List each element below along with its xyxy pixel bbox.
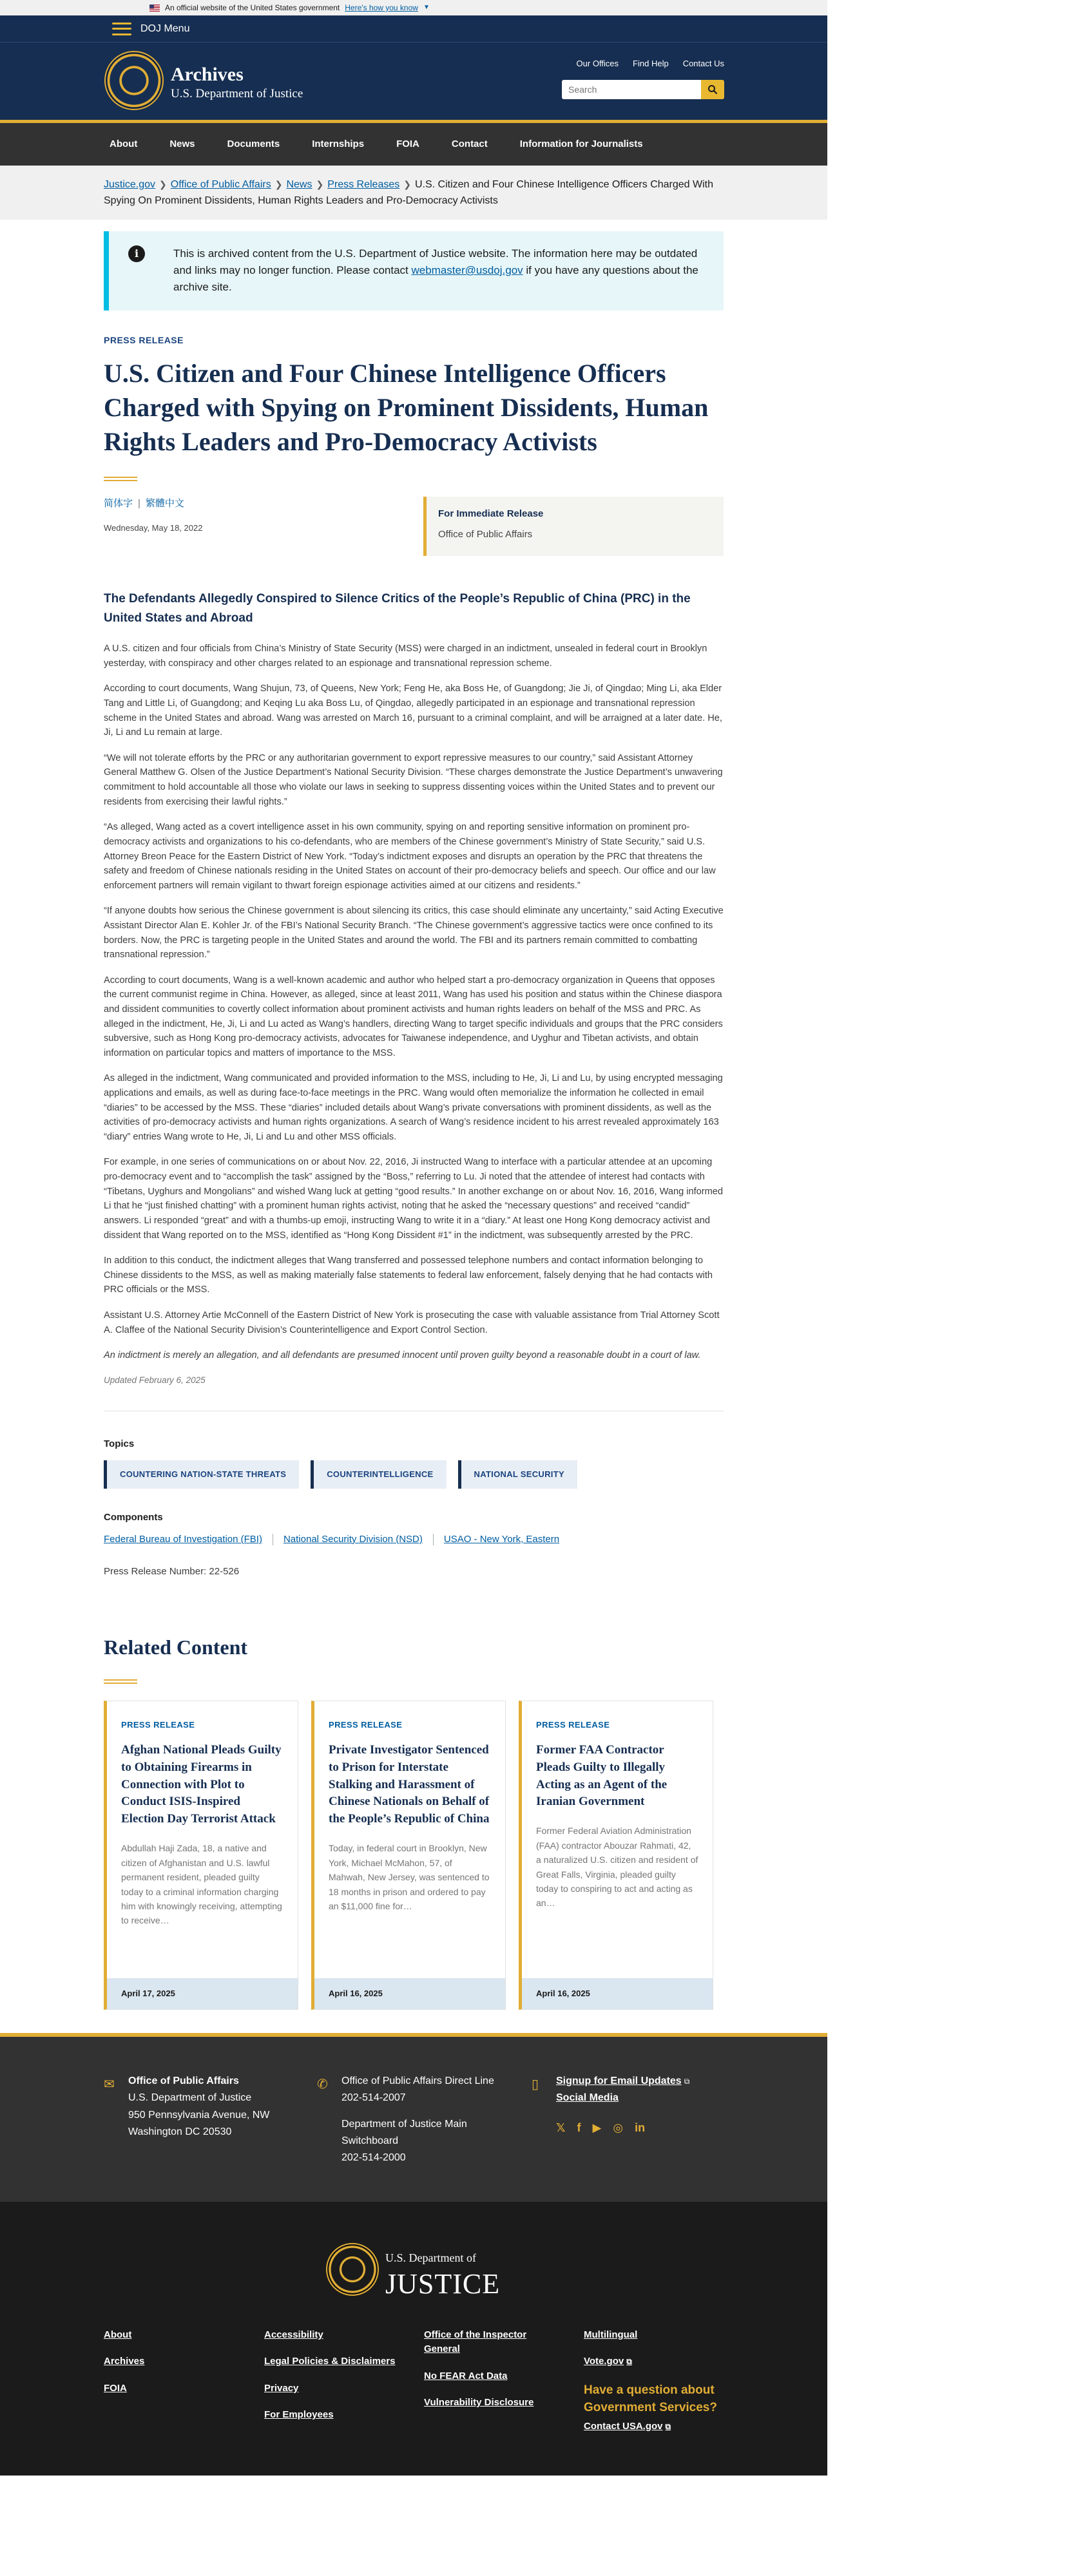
footer-col-4 — [584, 2328, 732, 2447]
nav-internships[interactable]: Internships — [312, 138, 365, 150]
components-list — [104, 1532, 724, 1547]
release-label: For Immediate Release — [438, 508, 544, 520]
breadcrumb-justice-gov[interactable]: Justice.gov — [104, 179, 156, 190]
contact-social — [532, 2073, 690, 2137]
email-updates-link[interactable]: Signup for Email Updates — [556, 2075, 682, 2086]
contact-usa-gov-link[interactable]: Contact USA.gov — [584, 2420, 663, 2432]
direct-line-label: Office of Public Affairs Direct Line — [341, 2075, 494, 2086]
article-paragraph: A U.S. citizen and four officials from China’s Ministry of State Security (MSS) were charged in an indictment, unsealed in federal court in Brooklyn yesterday, with conspiracy and other charges related to an espionage and transnational repression scheme. — [104, 644, 707, 669]
nav-about[interactable]: About — [110, 138, 138, 150]
footer-link-foia[interactable]: FOIA — [104, 2382, 127, 2394]
mobile-icon: ▯ — [532, 2077, 539, 2092]
chevron-down-icon: ▼ — [423, 4, 430, 11]
article-kicker: PRESS RELEASE — [104, 334, 184, 345]
related-cards — [104, 1701, 724, 2010]
contact-phones — [317, 2073, 494, 2167]
topics-label: Topics — [104, 1438, 135, 1450]
article-paragraph: “If anyone doubts how serious the Chinese government is about silencing its critics, this case should eliminate any uncertainty,” said Acting Executive Assistant Director Alan E. Kohler Jr. of the FBI’s National Security Branch. “The Chinese government’s aggressive tactics were once confined to its borders. Now, the PRC is targeting people in the United States and around the world. The FBI and its partners remain committed to combatting transnational repression.” — [104, 906, 724, 960]
card-title[interactable]: Private Investigator Sentenced to Prison for Interstate Stalking and Harassment of Chinese Nationals on Behalf of the People’s Republic of China — [329, 1742, 490, 1826]
youtube-icon[interactable]: ▶ — [592, 2121, 602, 2134]
gov-banner — [0, 0, 827, 15]
contact-footer — [0, 2033, 827, 2202]
search-button[interactable] — [701, 80, 724, 99]
article-disclaimer: An indictment is merely an allegation, and all defendants are presumed innocent until proven guilty beyond a reasonable doubt in a court of law. — [104, 1350, 701, 1361]
card-title[interactable]: Afghan National Pleads Guilty to Obtaining Firearms in Connection with Plot to Conduct ISIS-Inspired Election Day Terrorist Attack — [121, 1742, 282, 1826]
main-line-label: Department of Justice Main — [341, 2118, 467, 2130]
article-paragraph: According to court documents, Wang is a well-known academic and author who helped start a pro-democracy organization in Queens that opposes the current communist regime in China. However, as alleged, since at least 2011, Wang has used his position and status within the Chinese diaspora and dissident communities to covertly collect information about prominent activists and human rights leaders on behalf of the MSS and PRC. As alleged in the indictment, He, Ji, Li and Lu acted as Wang’s handlers, directing Wang to target specific individuals and groups that the PRC considers subversive, such as Hong Kong pro-democracy activists, advocates for Taiwanese independence, and Uyghur and Tibetan activists, and obtain information on particular topics and matters of importance to the MSS. — [104, 975, 723, 1058]
release-info-box — [423, 497, 724, 556]
card-title[interactable]: Former FAA Contractor Pleads Guilty to Illegally Acting as an Agent of the Iranian Government — [536, 1742, 668, 1809]
topic-countering-nation-state-threats[interactable]: COUNTERING NATION-STATE THREATS — [104, 1460, 299, 1489]
footer-link-about[interactable]: About — [104, 2329, 132, 2340]
main-line-phone[interactable]: 202-514-2000 — [341, 2152, 406, 2164]
component-nsd-link[interactable]: National Security Division (NSD) — [283, 1533, 423, 1545]
alert-text-after: if you have any questions about the archive site. — [173, 263, 698, 294]
article-paragraph: According to court documents, Wang Shujun, 73, of Queens, New York; Feng He, aka Boss He, of Guangdong; Jie Ji, of Qingdao; Ming Li, aka Elder Tang and Little Li, of Guangdong; and Keqing Lu aka Boss Lu, of Qingdao, allegedly participated in an espionage and transnational repression scheme in the United States and abroad. Wang was arrested on March 16, pursuant to a criminal complaint, and will be arraigned at a later date. He, Ji, Li and Lu remain at large. — [104, 683, 722, 738]
footer-col-3 — [424, 2328, 559, 2423]
card-date: April 17, 2025 — [107, 1978, 298, 2009]
address-line: 950 Pennsylvania Avenue, NW — [128, 2109, 270, 2121]
linkedin-icon[interactable]: in — [635, 2121, 646, 2134]
lang-traditional-link[interactable]: 繁體中文 — [145, 498, 184, 510]
footer-col-1 — [104, 2328, 144, 2409]
us-flag-icon — [149, 5, 160, 12]
direct-line-phone[interactable]: 202-514-2007 — [341, 2092, 406, 2104]
search-icon — [707, 84, 718, 95]
footer-brand-big: JUSTICE — [385, 2267, 501, 2300]
card-description: Former Federal Aviation Administration (FAA) contractor Abouzar Rahmati, 42, a naturalized U.S. citizen and resident of Great Falls, Virginia, pleaded guilty today to conspiring to act and acting as an… — [536, 1826, 698, 1909]
related-card[interactable] — [104, 1701, 298, 2010]
footer-link-privacy[interactable]: Privacy — [264, 2382, 299, 2394]
mail-icon: ✉ — [104, 2077, 115, 2092]
nav-news[interactable]: News — [169, 138, 195, 150]
card-description: Abdullah Haji Zada, 18, a native and citizen of Afghanistan and U.S. lawful permanent resident, pleaded guilty today to a criminal information charging him with knowingly receiving, attempting to receive… — [121, 1843, 282, 1926]
info-icon: i — [128, 245, 145, 262]
external-link-icon: ⧉ — [626, 2357, 632, 2367]
facebook-icon[interactable]: f — [577, 2121, 581, 2134]
breadcrumb — [0, 166, 827, 220]
components-label: Components — [104, 1512, 163, 1523]
press-release-number: Press Release Number: 22-526 — [104, 1565, 240, 1577]
lang-simplified-link[interactable]: 简体字 — [104, 498, 133, 510]
release-office: Office of Public Affairs — [438, 529, 533, 540]
footer-link-archives[interactable]: Archives — [104, 2356, 145, 2367]
related-card[interactable] — [311, 1701, 506, 2010]
footer-link-inspector-general[interactable]: Office of the Inspector General — [424, 2329, 527, 2355]
nav-information-for-journalists[interactable]: Information for Journalists — [519, 138, 643, 150]
component-usao-link[interactable]: USAO - New York, Eastern — [443, 1533, 560, 1545]
card-kicker: PRESS RELEASE — [329, 1719, 403, 1730]
breadcrumb-current: U.S. Citizen and Four Chinese Intelligence Officers Charged With Spying On Prominent Dissidents, Human Rights Leaders and Pro-Democracy Activists — [104, 179, 714, 206]
article-meta — [104, 497, 724, 556]
doj-menu-button[interactable] — [0, 15, 827, 43]
card-date: April 16, 2025 — [314, 1978, 505, 2009]
topic-counterintelligence[interactable]: COUNTERINTELLIGENCE — [311, 1460, 446, 1489]
article-paragraph: As alleged in the indictment, Wang communicated and provided information to the MSS, including to He, Ji, Li and Lu, by using encrypted messaging applications and emails, as well as during face-to-face meetings in the PRC. Wang would often memorialize the information he collected in email “diaries” to be accessed by the MSS. These “diaries” included details about Wang’s private conversations with prominent dissidents, as well as the activities of pro-democracy activists and human rights organizations. A search of Wang’s residence incident to his arrest revealed approximately 163 “diary” entries Wang wrote to He, Ji, Li and Lu and other MSS officials. — [104, 1073, 723, 1142]
doj-seal-logo[interactable] — [104, 51, 164, 110]
card-description: Today, in federal court in Brooklyn, New York, Michael McMahon, 57, of Mahwah, New Jersey, was sentenced to 18 months in prison and ordered to pay an $11,000 fine for… — [329, 1843, 490, 1911]
alert-text-before: This is archived content from the U.S. Department of Justice website. The information here may be outdated and links may no longer function. Please contact — [173, 247, 698, 276]
nav-contact[interactable]: Contact — [451, 138, 488, 150]
card-kicker: PRESS RELEASE — [536, 1719, 610, 1730]
site-header — [0, 43, 827, 120]
footer-link-no-fear-act[interactable]: No FEAR Act Data — [424, 2370, 508, 2381]
gov-banner-text: An official website of the United States government — [165, 3, 340, 12]
site-footer — [0, 2202, 827, 2476]
chevron-right-icon: ❯ — [274, 179, 283, 189]
article-date: Wednesday, May 18, 2022 — [104, 523, 203, 533]
contact-office — [104, 2073, 270, 2141]
article-paragraph: Assistant U.S. Attorney Artie McConnell of the Eastern District of New York is prosecuting the case with valuable assistance from Trial Attorney Scott A. Claffee of the National Security Division’s Counterintelligence and Export Control Section. — [104, 1310, 720, 1335]
related-content-title: Related Content — [104, 1636, 248, 1659]
x-icon[interactable]: 𝕏 — [556, 2121, 566, 2134]
main-line-label-2: Switchboard — [341, 2135, 399, 2146]
doj-menu-label: DOJ Menu — [140, 23, 190, 34]
chevron-right-icon: ❯ — [159, 179, 167, 189]
card-kicker: PRESS RELEASE — [121, 1719, 195, 1730]
chevron-right-icon: ❯ — [403, 179, 411, 189]
footer-link-legal-policies[interactable]: Legal Policies & Disclaimers — [264, 2356, 396, 2367]
topic-national-security[interactable]: NATIONAL SECURITY — [458, 1460, 577, 1489]
article-body — [104, 642, 724, 1363]
hamburger-icon — [112, 23, 131, 35]
social-media-link[interactable]: Social Media — [556, 2092, 619, 2104]
article-paragraph: In addition to this conduct, the indictment alleges that Wang transferred and possessed telephone numbers and contact information belonging to Chinese dissidents to the MSS, as well as making materially false statements to federal law enforcement, falsely denying that he had contacts with PRC officials or the MSS. — [104, 1255, 713, 1295]
article-paragraph: For example, in one series of communications on or about Nov. 22, 2016, Ji instructed Wang to interface with a particular attendee at an upcoming pro-democracy event and to “accomplish the task” assigned by the “Boss,” referring to Lu. Ji noted that the attendee of interest had contacts with “Tibetans, Uyghurs and Mongolians” and wished Wang luck at getting “good results.” In another exchange on or about Nov. 16, 2016, Wang informed Li that he “just finished chatting” with a prominent human rights activist, noting that he asked the “necessary questions” and received “candid” answers. Li responded “great” and with a thumbs-up emoji, instructing Wang to write it in a “diary.” At least one Hong Kong democracy activist and dissident that Wang reported on to the MSS, identified as “Hong Kong Dissident #1” in the indictment, was subsequently arrested by the PRC. — [104, 1157, 724, 1241]
article-subhead: The Defendants Allegedly Conspired to Silence Critics of the People’s Republic of China (PRC) in the United States and Abroad — [104, 592, 691, 625]
social-icons — [556, 2119, 689, 2138]
doj-seal-logo[interactable] — [326, 2243, 379, 2296]
webmaster-email-link[interactable]: webmaster@usdoj.gov — [411, 263, 523, 276]
breadcrumb-news[interactable]: News — [286, 179, 312, 190]
footer-question: Have a question about Government Services? — [584, 2383, 717, 2415]
our-offices-link[interactable]: Our Offices — [576, 59, 619, 68]
nav-documents[interactable]: Documents — [227, 138, 280, 150]
language-links: 简体字 | 繁體中文 — [104, 498, 184, 510]
utility-links — [577, 58, 724, 70]
site-subtitle: U.S. Department of Justice — [171, 87, 303, 100]
article-meta-left — [104, 497, 202, 556]
address-line: U.S. Department of Justice — [128, 2092, 252, 2104]
footer-link-accessibility[interactable]: Accessibility — [264, 2329, 323, 2340]
office-title: Office of Public Affairs — [128, 2075, 239, 2086]
heres-how-you-know-link[interactable]: Here's how you know — [345, 3, 418, 12]
find-help-link[interactable]: Find Help — [633, 59, 669, 68]
updated-date: Updated February 6, 2025 — [104, 1375, 206, 1385]
footer-link-multilingual[interactable]: Multilingual — [584, 2329, 638, 2340]
card-date: April 16, 2025 — [522, 1978, 713, 2009]
related-gold-rule — [104, 1679, 137, 1684]
search-input[interactable] — [562, 80, 701, 99]
article-paragraph: “As alleged, Wang acted as a covert intelligence asset in his own community, spying on and reporting sensitive information on prominent pro-democracy activists and organizations to his co-defendants, who are members of the Chinese government’s Ministry of State Security,” said U.S. Attorney Breon Peace for the Eastern District of New York. “Today’s indictment exposes and disrupts an operation by the PRC that threatens the safety and freedom of Chinese nationals residing in the United States on account of their pro-democracy beliefs and speech. Our office and our law enforcement partners will remain vigilant to thwart foreign espionage activities aimed at our citizens and residents.” — [104, 822, 716, 891]
search-form — [562, 80, 724, 99]
topics-list — [104, 1460, 724, 1489]
footer-link-for-employees[interactable]: For Employees — [264, 2409, 334, 2421]
footer-col-2 — [264, 2328, 395, 2435]
footer-link-vulnerability-disclosure[interactable]: Vulnerability Disclosure — [424, 2397, 534, 2409]
page-title: U.S. Citizen and Four Chinese Intelligence Officers Charged with Spying on Prominent Dissidents, Human Rights Leaders and Pro-Democracy Activists — [104, 358, 709, 456]
chevron-right-icon: ❯ — [316, 179, 324, 189]
breadcrumb-office-of-public-affairs[interactable]: Office of Public Affairs — [170, 179, 271, 190]
component-fbi-link[interactable]: Federal Bureau of Investigation (FBI) — [104, 1533, 262, 1545]
article-paragraph: “We will not tolerate efforts by the PRC or any authoritarian government to export repressive measures to our country,” said Assistant Attorney General Matthew G. Olsen of the Justice Department’s National Security Division. “These charges demonstrate the Justice Department’s unwavering commitment to hold accountable all those who violate our laws in seeking to suppress dissenting voices within the United States and to prevent our residents from exercising their lawful rights.” — [104, 752, 723, 807]
separator — [433, 1534, 434, 1545]
contact-us-link[interactable]: Contact Us — [682, 59, 724, 68]
nav-foia[interactable]: FOIA — [396, 138, 419, 150]
title-gold-rule — [104, 477, 137, 481]
address-line: Washington DC 20530 — [128, 2126, 232, 2137]
related-card[interactable] — [519, 1701, 713, 2010]
archive-alert — [104, 231, 724, 310]
external-link-icon: ⧉ — [665, 2421, 671, 2431]
breadcrumb-press-releases[interactable]: Press Releases — [327, 179, 400, 190]
main-nav — [0, 123, 827, 166]
phone-icon: ✆ — [317, 2077, 328, 2092]
instagram-icon[interactable]: ◎ — [613, 2121, 624, 2134]
external-link-icon: ⧉ — [684, 2076, 690, 2086]
footer-link-vote-gov[interactable]: Vote.gov — [584, 2356, 624, 2367]
footer-brand-small: U.S. Department of — [385, 2251, 476, 2264]
site-title[interactable]: Archives — [171, 64, 244, 85]
